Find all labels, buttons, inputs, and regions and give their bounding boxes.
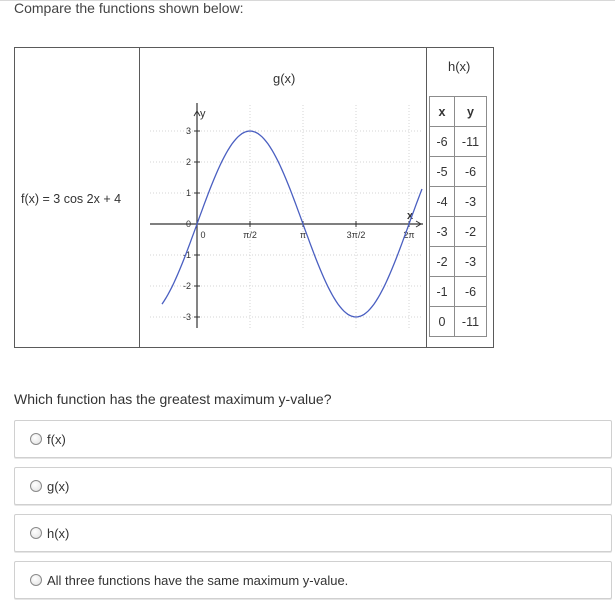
h-table-row [430,217,487,247]
h-header-y: y [455,97,487,127]
x-axis-label: x [407,210,414,222]
h-cell-x: -2 [430,247,455,277]
h-cell-x: 0 [430,307,455,337]
h-cell-x: -1 [430,277,455,307]
y-tick-label: -1 [182,250,191,260]
x-tick-label: 3π/2 [346,230,366,240]
option-label: f(x) [47,432,66,447]
h-table-title: h(x) [448,59,471,74]
h-cell-y: -6 [455,277,487,307]
option-all-same[interactable] [14,561,612,599]
option-f[interactable] [14,420,612,458]
f-function-label: f(x) = 3 cos 2x + 4 [21,192,122,206]
question-text: Which function has the greatest maximum y-value? [14,391,332,407]
radio-button[interactable] [30,574,42,586]
grid-lines [150,105,423,328]
x-tick-label: 2π [403,230,415,240]
h-cell-y: -3 [455,187,487,217]
option-h[interactable] [14,514,612,552]
g-graph [140,95,426,335]
x-tick-label: π/2 [243,230,257,240]
radio-button[interactable] [30,527,42,539]
h-table [429,96,487,337]
h-header-x: x [430,97,455,127]
x-tick-label: π [299,230,307,240]
h-table-row [430,127,487,157]
h-cell-y: -11 [455,127,487,157]
h-cell-y: -11 [455,307,487,337]
radio-button[interactable] [30,433,42,445]
y-axis-label: y [200,108,206,120]
y-tick-label: -2 [182,281,191,291]
h-cell-x: -3 [430,217,455,247]
h-table-row [430,307,487,337]
option-label: g(x) [47,479,70,494]
y-tick-label: 3 [185,126,191,136]
y-tick-label: 0 [185,219,191,229]
y-tick-label: 2 [185,157,191,167]
h-table-body [430,127,487,337]
radio-button[interactable] [30,480,42,492]
option-label: h(x) [47,526,70,541]
h-cell-y: -2 [455,217,487,247]
h-cell-x: -5 [430,157,455,187]
comparison-frame [14,47,494,348]
prompt-text: Compare the functions shown below: [14,0,244,16]
h-table-row [430,277,487,307]
column-divider-g-h [426,48,427,347]
h-cell-y: -3 [455,247,487,277]
option-g[interactable] [14,467,612,505]
h-cell-x: -4 [430,187,455,217]
g-graph-title: g(x) [273,71,296,86]
h-cell-x: -6 [430,127,455,157]
h-table-row [430,187,487,217]
option-label: All three functions have the same maximum y-value. [47,573,349,588]
h-cell-y: -6 [455,157,487,187]
y-tick-label: 1 [185,188,191,198]
h-table-row [430,157,487,187]
h-table-row [430,247,487,277]
y-tick-label: -3 [182,312,191,322]
x-tick-label: 0 [200,230,206,240]
